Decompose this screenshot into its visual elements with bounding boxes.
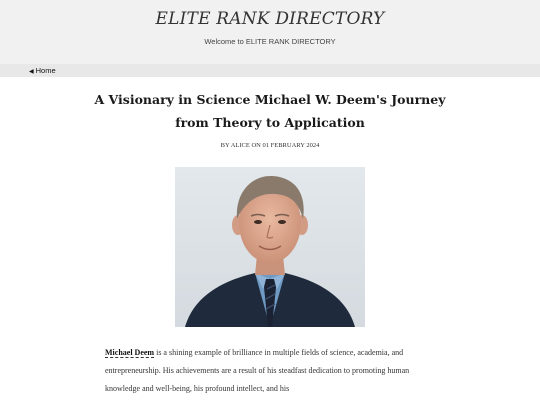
author-portrait-image: [175, 167, 365, 327]
home-link-label: Home: [35, 66, 56, 75]
michael-deem-link[interactable]: Michael Deem: [105, 348, 155, 357]
site-title[interactable]: ELITE RANK DIRECTORY: [155, 9, 385, 29]
site-tagline: Welcome to ELITE RANK DIRECTORY: [204, 37, 336, 46]
post-byline: BY ALICE ON 01 FEBRUARY 2024: [220, 142, 320, 149]
left-triangle-icon: ◀: [29, 69, 34, 75]
article-paragraph: [105, 344, 440, 398]
home-link[interactable]: [29, 66, 56, 75]
post-title: A Visionary in Science Michael W. Deem's Journey from Theory to Application: [94, 92, 446, 130]
site-header: [0, 0, 540, 64]
portrait-illustration: [175, 167, 365, 327]
article-text: is a shining example of brilliance in multiple fields of science, academia, and entrepreneurship. His achievements are a result of his steadfast dedication to promoting human knowledge and well-being, his profound intellect, and his: [105, 348, 410, 393]
nav-bar: [0, 64, 540, 77]
